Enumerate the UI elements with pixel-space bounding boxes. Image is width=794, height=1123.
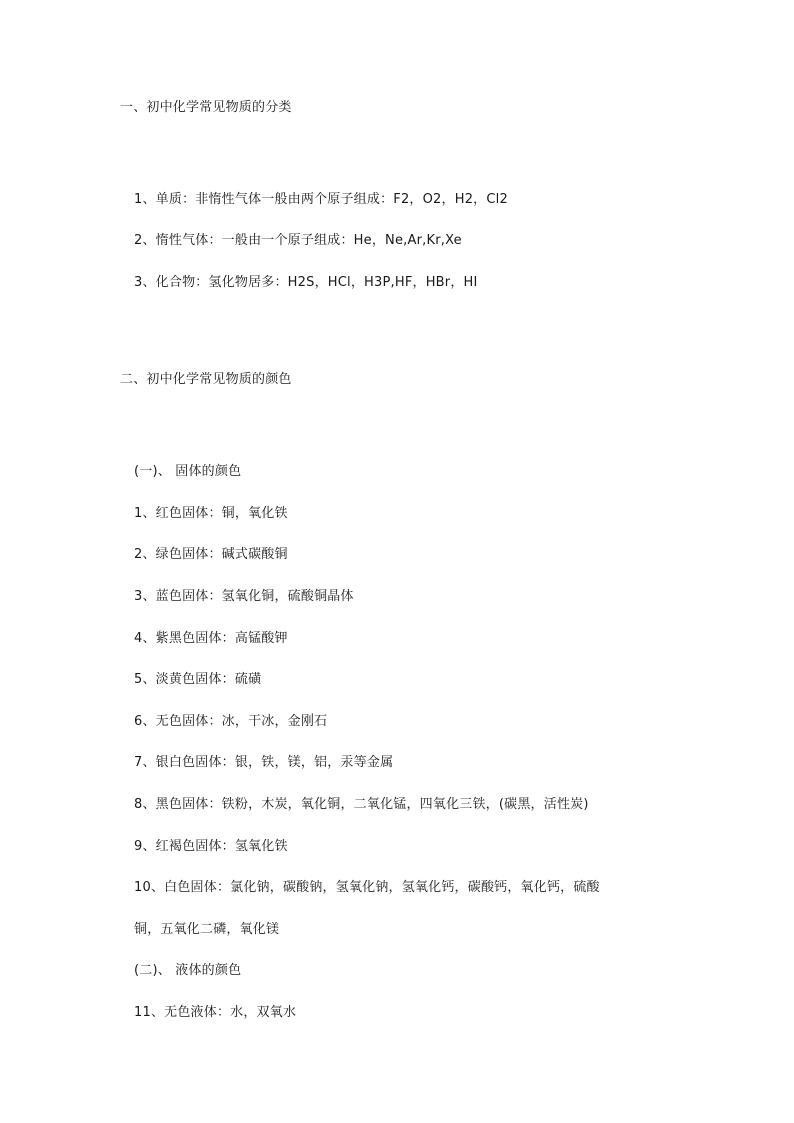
section1-heading: 一、初中化学常见物质的分类 <box>120 100 292 115</box>
solid-color-item-2: 2、绿色固体：碱式碳酸铜 <box>134 547 288 562</box>
liquid-color-item-11: 11、无色液体：水，双氧水 <box>134 1005 297 1020</box>
solid-color-item-3: 3、蓝色固体：氢氧化铜，硫酸铜晶体 <box>134 589 354 604</box>
solid-color-item-7: 7、银白色固体：银，铁，镁，铝，汞等金属 <box>134 755 394 770</box>
solid-color-item-4: 4、紫黑色固体：高锰酸钾 <box>134 631 288 646</box>
solid-color-item-5: 5、淡黄色固体：硫磺 <box>134 672 262 687</box>
section1-item-2: 2、惰性气体：一般由一个原子组成：He，Ne,Ar,Kr,Xe <box>134 233 462 248</box>
subheading-liquid-colors: (二)、 液体的颜色 <box>134 963 242 978</box>
section1-item-3: 3、化合物：氢化物居多：H2S，HCl，H3P,HF，HBr，HI <box>134 275 478 290</box>
solid-color-item-1: 1、红色固体：铜，氧化铁 <box>134 506 288 521</box>
solid-color-item-9: 9、红褐色固体：氢氧化铁 <box>134 839 288 854</box>
solid-color-item-8: 8、黑色固体：铁粉，木炭，氧化铜，二氧化锰，四氧化三铁，(碳黑，活性炭) <box>134 797 589 812</box>
solid-color-item-10-continued: 铜，五氧化二磷，氧化镁 <box>134 922 280 937</box>
section1-item-1: 1、单质：非惰性气体一般由两个原子组成：F2，O2，H2，Cl2 <box>134 192 508 207</box>
solid-color-item-6: 6、无色固体：冰，干冰，金刚石 <box>134 714 328 729</box>
subheading-solid-colors: (一)、 固体的颜色 <box>134 464 242 479</box>
section2-heading: 二、初中化学常见物质的颜色 <box>120 372 292 387</box>
solid-color-item-10: 10、白色固体：氯化钠，碳酸钠，氢氧化钠，氢氧化钙，碳酸钙，氧化钙，硫酸 <box>134 880 600 895</box>
